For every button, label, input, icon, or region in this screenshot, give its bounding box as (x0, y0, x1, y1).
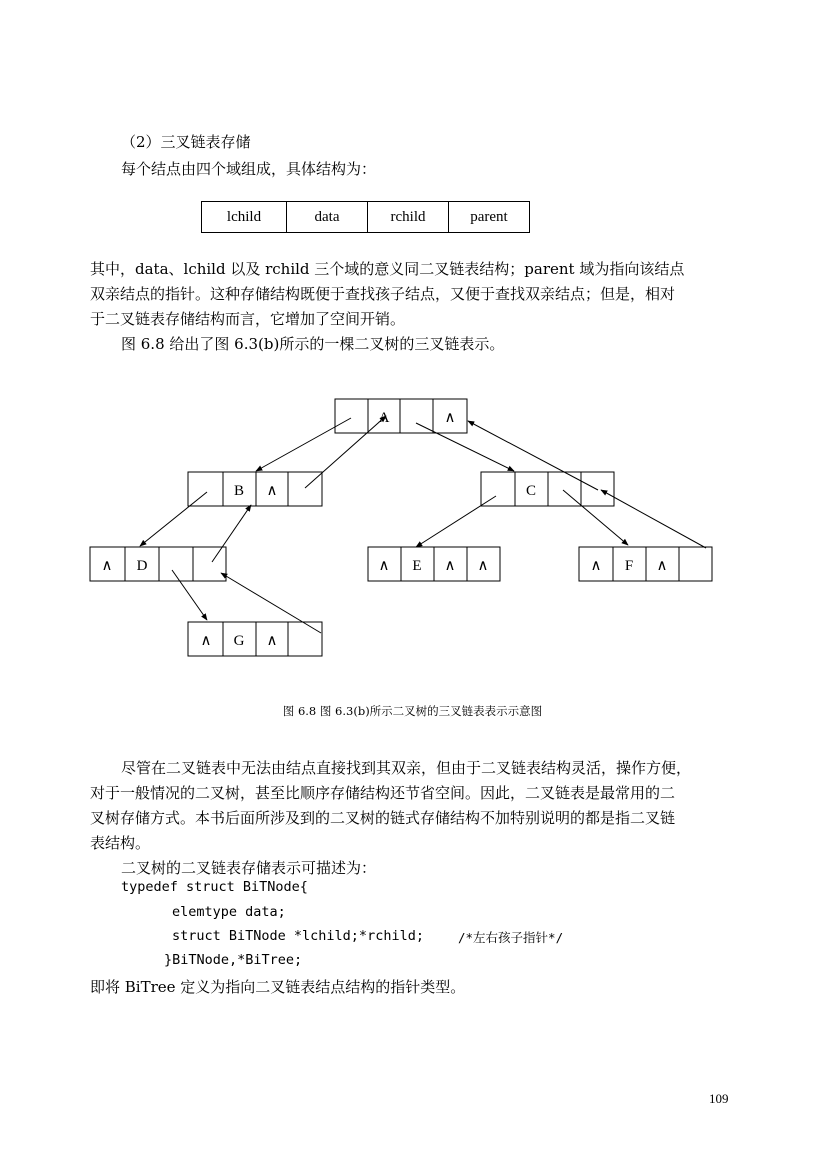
section-heading: （2）三叉链表存储 (121, 133, 251, 151)
page-number: 109 (709, 1091, 729, 1106)
node-e-data: E (412, 558, 422, 574)
code-line-2: elemtype data; (172, 904, 286, 920)
figure-caption: 图 6.8 图 6.3(b)所示二叉树的三叉链表表示示意图 (282, 704, 543, 718)
paragraph-2-line-2: 对于一般情况的二叉树，甚至比顺序存储结构还节省空间。因此，二叉链表是最常用的二 (90, 784, 676, 802)
node-g-rchild-null: ∧ (266, 633, 278, 649)
tree-node-b (188, 472, 322, 506)
node-a-rchild-null: ∧ (444, 410, 456, 426)
intro-text: 每个结点由四个域组成，具体结构为： (121, 160, 377, 178)
tree-pointers (140, 416, 706, 633)
tree-node-c (481, 472, 614, 506)
node-f-data: F (624, 558, 634, 574)
node-g-lchild-null: ∧ (200, 633, 212, 649)
paragraph-1-line-3: 于二叉链表存储结构而言，它增加了空间开销。 (90, 310, 406, 328)
node-e-lchild-null: ∧ (378, 558, 390, 574)
node-c-data: C (525, 483, 537, 499)
node-a-data: A (378, 410, 390, 426)
node-d-lchild-null: ∧ (101, 558, 113, 574)
node-f-lchild-null: ∧ (590, 558, 602, 574)
field-lchild: lchild (202, 202, 287, 233)
paragraph-2-line-3: 叉树存储方式。本书后面所涉及到的二叉树的链式存储结构不加特别说明的都是指二叉链 (90, 809, 676, 827)
code-line-1: typedef struct BiTNode{ (121, 879, 308, 895)
field-parent: parent (449, 202, 530, 233)
paragraph-1-line-1: 其中，data、lchild 以及 rchild 三个域的意义同二叉链表结构；parent 域为指向该结点 (90, 260, 685, 278)
node-d-data: D (136, 558, 148, 574)
field-rchild: rchild (368, 202, 449, 233)
node-b-data: B (233, 483, 245, 499)
code-line-3: struct BiTNode *lchild;*rchild; (172, 928, 424, 944)
node-b-rchild-null: ∧ (266, 483, 278, 499)
field-data: data (287, 202, 368, 233)
node-g-data: G (233, 633, 245, 649)
node-e-parent-null: ∧ (477, 558, 489, 574)
paragraph-2-line-5: 二叉树的二叉链表存储表示可描述为： (121, 859, 377, 877)
closing-text: 即将 BiTree 定义为指向二叉链表结点结构的指针类型。 (90, 978, 466, 996)
code-line-4: }BiTNode,*BiTree; (164, 952, 303, 968)
paragraph-2-line-4: 表结构。 (90, 834, 151, 852)
paragraph-1-line-4: 图 6.8 给出了图 6.3(b)所示的一棵二叉树的三叉链表示。 (121, 335, 505, 353)
node-e-rchild-null: ∧ (444, 558, 456, 574)
paragraph-1-line-2: 双亲结点的指针。这种存储结构既便于查找孩子结点，又便于查找双亲结点；但是，相对 (90, 285, 676, 303)
paragraph-2-line-1: 尽管在二叉链表中无法由结点直接找到其双亲，但由于二叉链表结构灵活，操作方便， (121, 759, 692, 777)
code-line-3-comment: /*左右孩子指针*/ (458, 930, 564, 945)
node-f-rchild-null: ∧ (656, 558, 668, 574)
